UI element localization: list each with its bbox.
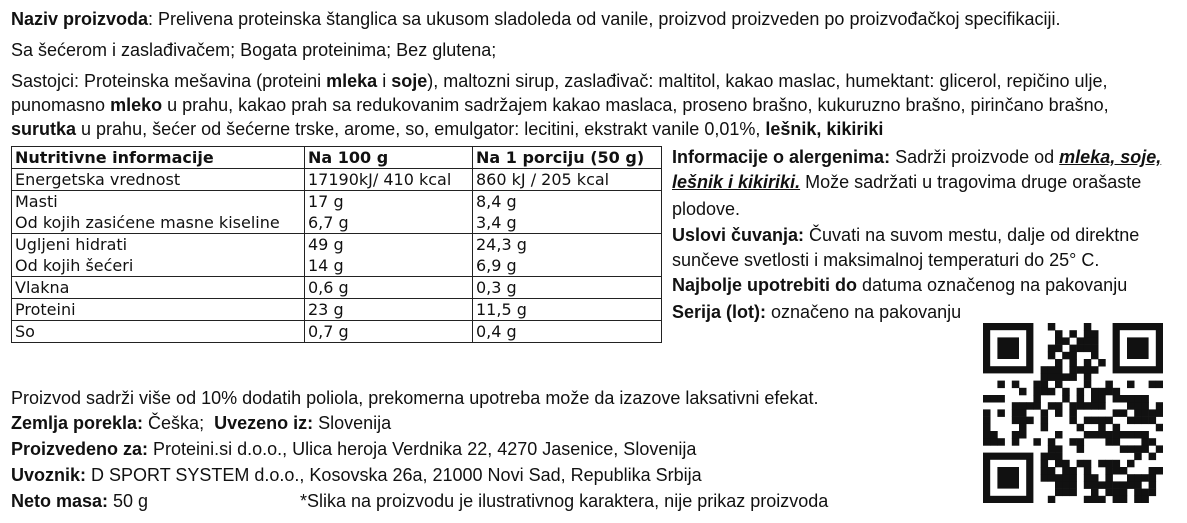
table-header-row — [12, 147, 662, 169]
disclaimer: *Slika na proizvodu je ilustrativnog karaktera, nije prikaz proizvoda — [300, 491, 829, 511]
ingredients-text: i — [377, 71, 392, 91]
net-mass-value: 50 g — [108, 491, 149, 511]
cell-line: 6,9 g — [476, 256, 517, 275]
product-name-label: Naziv proizvoda — [11, 9, 149, 29]
cell-line: 17 g — [308, 192, 344, 211]
imported-value: Slovenija — [313, 413, 392, 433]
table-header: Na 1 porciju (50 g) — [473, 147, 662, 169]
table-header: Na 100 g — [305, 147, 473, 169]
table-row — [12, 277, 662, 299]
product-name-line — [11, 8, 1061, 31]
net-mass-line — [11, 490, 148, 513]
allergen-text: Sadrži proizvode od — [890, 147, 1060, 167]
storage-label: Uslovi čuvanja: — [672, 225, 805, 245]
table-cell: 0,3 g — [473, 277, 662, 299]
cell-line: 8,4 g — [476, 192, 517, 211]
allergen-label: Informacije o alergenima: — [672, 147, 891, 167]
allergen-whey: surutka — [11, 119, 77, 139]
cell-line: Masti — [15, 192, 58, 211]
ingredients-line-3 — [11, 118, 883, 141]
table-cell: 860 kJ / 205 kcal — [473, 169, 662, 191]
cell-line: 49 g — [308, 235, 344, 254]
cell-line: Od kojih zasićene masne kiseline — [15, 213, 280, 232]
importer-line — [11, 464, 702, 487]
table-cell — [12, 234, 305, 277]
cell-line: 6,7 g — [308, 213, 349, 232]
table-cell — [305, 191, 473, 234]
cell-line: 24,3 g — [476, 235, 527, 254]
cell-line: Od kojih šećeri — [15, 256, 134, 275]
table-cell: Vlakna — [12, 277, 305, 299]
ingredients-text: u prahu, kakao prah sa redukovanim sadržajem kakao maslaca, proseno brašno, kukuruzno brašno, pirinčano brašno, — [162, 95, 1109, 115]
origin-label: Zemlja porekla: — [11, 413, 144, 433]
storage-info-2: sunčeve svetlosti i maksimalnoj temperaturi do 25° C. — [672, 250, 1100, 270]
producer-value: Proteini.si d.o.o., Ulica heroja Verdnika 22, 4270 Jasenice, Slovenija — [148, 439, 697, 459]
cell-line: 3,4 g — [476, 213, 517, 232]
table-cell — [473, 191, 662, 234]
cell-line: Ugljeni hidrati — [15, 235, 128, 254]
product-claims: Sa šećerom i zaslađivačem; Bogata proteinima; Bez glutena; — [11, 40, 497, 60]
allergen-list: mleka, soje, — [1059, 147, 1162, 167]
table-cell: Energetska vrednost — [12, 169, 305, 191]
lot-text: označeno na pakovanju — [766, 302, 962, 322]
producer-line — [11, 438, 696, 461]
table-cell: 0,4 g — [473, 321, 662, 343]
origin-value: Češka; — [143, 413, 205, 433]
allergen-info — [672, 146, 1161, 169]
producer-label: Proizvedeno za: — [11, 439, 149, 459]
allergen-milk: mleko — [110, 95, 163, 115]
ingredients-text: ), maltozni sirup, zaslađivač: maltitol, kakao maslac, humektant: glicerol, repičino ulje, — [427, 71, 1108, 91]
allergen-soy: soje — [391, 71, 428, 91]
lot-label: Serija (lot): — [672, 302, 767, 322]
table-row — [12, 234, 662, 277]
storage-info — [672, 224, 1139, 247]
product-name-text: : Prelivena proteinska štanglica sa ukusom sladoleda od vanile, proizvod proizveden po proizvođačkoj specifikaciji. — [148, 9, 1061, 29]
ingredients-line-2 — [11, 94, 1109, 117]
imported-label: Uvezeno iz: — [214, 413, 314, 433]
best-before-label: Najbolje upotrebiti do — [672, 275, 857, 295]
table-row — [12, 169, 662, 191]
best-before-info — [672, 274, 1127, 297]
origin-line — [11, 412, 391, 435]
table-header: Nutritivne informacije — [12, 147, 305, 169]
table-cell: 11,5 g — [473, 299, 662, 321]
table-row — [12, 191, 662, 234]
table-cell: 0,6 g — [305, 277, 473, 299]
table-cell — [473, 234, 662, 277]
table-cell: So — [12, 321, 305, 343]
table-cell — [305, 234, 473, 277]
allergen-text: Može sadržati u tragovima druge orašaste — [800, 172, 1142, 192]
table-cell: 0,7 g — [305, 321, 473, 343]
ingredients-line-1 — [11, 70, 1108, 93]
table-cell: 17190kJ/ 410 kcal — [305, 169, 473, 191]
table-cell — [12, 191, 305, 234]
cell-line: 14 g — [308, 256, 344, 275]
nutrition-table — [11, 146, 662, 343]
storage-text: Čuvati na suvom mestu, dalje od direktne — [804, 225, 1140, 245]
importer-label: Uvoznik: — [11, 465, 87, 485]
allergen-info-3: plodove. — [672, 199, 741, 219]
net-mass-label: Neto masa: — [11, 491, 109, 511]
importer-value: D SPORT SYSTEM d.o.o., Kosovska 26a, 21000 Novi Sad, Republika Srbija — [86, 465, 702, 485]
allergen-info-2 — [672, 171, 1141, 194]
lot-info — [672, 301, 961, 324]
ingredients-text: u prahu, šećer od šećerne trske, arome, so, emulgator: lecitini, ekstrakt vanile 0,01%, — [76, 119, 766, 139]
best-before-text: datuma označenog na pakovanju — [857, 275, 1128, 295]
qr-code-icon — [983, 323, 1163, 503]
table-cell: Proteini — [12, 299, 305, 321]
ingredients-text: Sastojci: Proteinska mešavina (proteini — [11, 71, 327, 91]
allergen-milk: mleka — [326, 71, 378, 91]
table-row — [12, 321, 662, 343]
table-row — [12, 299, 662, 321]
ingredients-text: punomasno — [11, 95, 111, 115]
allergen-nuts: lešnik, kikiriki — [765, 119, 884, 139]
table-cell: 23 g — [305, 299, 473, 321]
allergen-list: lešnik i kikiriki. — [672, 172, 801, 192]
polyol-warning: Proizvod sadrži više od 10% dodatih poliola, prekomerna upotreba može da izazove laksativni efekat. — [11, 388, 819, 408]
